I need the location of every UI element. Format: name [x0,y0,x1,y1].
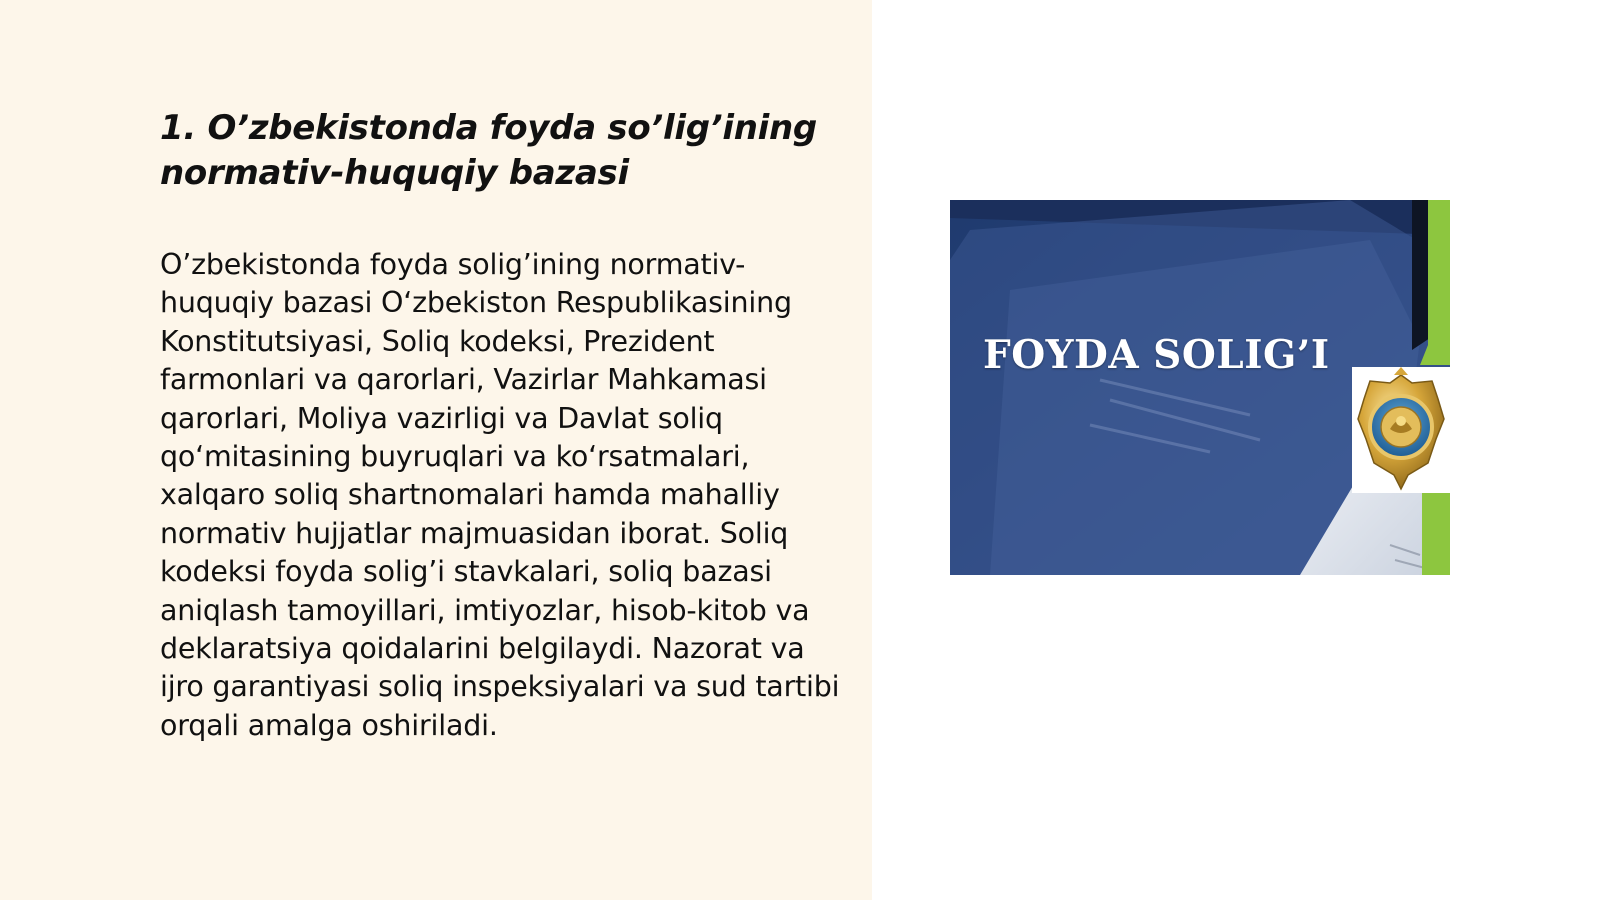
slide-title: 1. O’zbekistonda foyda so’lig’ining normativ-huquqiy bazasi [160,108,817,193]
image-title: FOYDA SOLIG’I [983,332,1330,378]
tax-committee-emblem-icon [1352,367,1450,493]
slide-body-text: O’zbekistonda foyda solig’ining normativ-huquqiy bazasi O‘zbekiston Respublikasining Konstitutsiyasi, Soliq kodeksi, Prezident farmonlari va qarorlari, Vazirlar Mahkamasi qarorlari, Moliya vazirligi va Davlat soliq qo‘mitasining buyruqlari va ko‘rsatmalari, xalqaro soliq shartnomalari hamda mahalliy normativ hujjatlar majmuasidan iborat. Soliq kodeksi foyda solig’i stavkalari, soliq bazasi aniqlash tamoyillari, imtiyozlar, hisob-kitob va deklaratsiya qoidalarini belgilaydi. Nazorat va ijro garantiyasi soliq inspeksiyalari va sud tartibi orqali amalga oshiriladi. [160,248,840,742]
foyda-soligi-image [950,200,1450,575]
emblem-box [1352,367,1450,493]
